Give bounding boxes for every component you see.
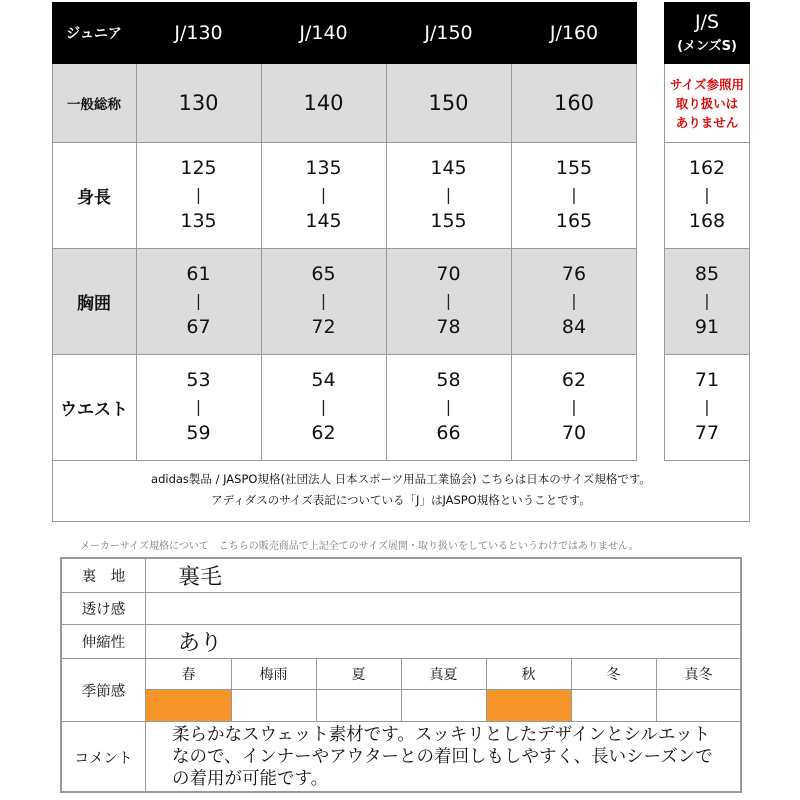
height-mens-s: 162 | 168 xyxy=(664,142,750,248)
height-j150: 145 | 155 xyxy=(386,142,511,248)
chest-j160: 76 | 84 xyxy=(511,248,637,354)
jaspo-note-line2: アディダスのサイズ表記についている「J」はJASPO規格ということです。 xyxy=(211,493,591,507)
size-header-j160: J/160 xyxy=(511,2,637,64)
mens-header-line1: J/S xyxy=(694,11,720,33)
mens-header-line2: (メンズS) xyxy=(677,39,737,54)
season-indicator-1 xyxy=(231,689,316,721)
row-label-chest: 胸囲 xyxy=(52,248,136,354)
row-label-height: 身長 xyxy=(52,142,136,248)
row-label-waist: ウエスト xyxy=(52,354,136,460)
size-header-j130: J/130 xyxy=(136,2,261,64)
lining-value: 裏毛 xyxy=(178,565,223,590)
waist-j160: 62 | 70 xyxy=(511,354,637,460)
transparency-value xyxy=(170,593,470,624)
chest-mens-s: 85 | 91 xyxy=(664,248,750,354)
season-indicator-2 xyxy=(316,689,401,721)
waist-mens-s: 71 | 77 xyxy=(664,354,750,460)
chest-j140: 65 | 72 xyxy=(261,248,386,354)
corner-header: ジュニア xyxy=(52,2,136,64)
chest-j150: 70 | 78 xyxy=(386,248,511,354)
comment-line1: 柔らかなスウェット素材です。スッキリとしたデザインとシルエット xyxy=(172,725,711,745)
stretch-value: あり xyxy=(178,631,223,656)
jaspo-note-box xyxy=(52,460,750,522)
height-j160: 155 | 165 xyxy=(511,142,637,248)
mens-reference-note: サイズ参照用 取り扱いは ありません xyxy=(664,64,750,142)
height-j130: 125 | 135 xyxy=(136,142,261,248)
transparency-label: 透け感 xyxy=(81,602,126,618)
season-indicator-0 xyxy=(146,689,231,721)
size-header-j150: J/150 xyxy=(386,2,511,64)
season-indicator-5 xyxy=(571,689,656,721)
comment-line3: の着用が可能です。 xyxy=(172,769,329,789)
season-label: 季節感 xyxy=(81,683,126,700)
jaspo-note-line1: adidas製品 / JASPO規格(社団法人 日本スポーツ用品工業協会) こちらは日本のサイズ規格です。 xyxy=(151,472,651,486)
season-header-1: 梅雨 xyxy=(259,667,288,683)
general-size-140: 140 xyxy=(261,64,386,142)
season-header-4: 秋 xyxy=(521,667,536,683)
general-size-150: 150 xyxy=(386,64,511,142)
season-header-0: 春 xyxy=(181,667,196,683)
season-indicator-4 xyxy=(486,689,571,721)
season-header-2: 夏 xyxy=(351,667,366,683)
height-j140: 135 | 145 xyxy=(261,142,386,248)
comment-line2: なので、インナーやアウターとの着回しもしやすく、長いシーズンで xyxy=(172,747,713,767)
lining-label: 裏 地 xyxy=(81,569,126,585)
comment-label: コメント xyxy=(74,750,133,767)
waist-j140: 54 | 62 xyxy=(261,354,386,460)
season-header-3: 真夏 xyxy=(429,667,458,683)
season-header-6: 真冬 xyxy=(684,667,713,683)
waist-j130: 53 | 59 xyxy=(136,354,261,460)
comment-text xyxy=(172,724,740,792)
general-size-160: 160 xyxy=(511,64,637,142)
size-header-j140: J/140 xyxy=(261,2,386,64)
chest-j130: 61 | 67 xyxy=(136,248,261,354)
size-header-mens-s xyxy=(664,2,750,64)
season-header-5: 冬 xyxy=(606,667,621,683)
maker-size-disclaimer: メーカーサイズ規格について こちらの販売商品で上記全てのサイズ展開・取り扱いをしているというわけではありません。 xyxy=(80,541,639,552)
waist-j150: 58 | 66 xyxy=(386,354,511,460)
stretch-label: 伸縮性 xyxy=(81,635,126,651)
general-size-130: 130 xyxy=(136,64,261,142)
season-indicator-6 xyxy=(656,689,740,721)
season-indicator-3 xyxy=(401,689,486,721)
row-label-general: 一般総称 xyxy=(52,64,136,142)
